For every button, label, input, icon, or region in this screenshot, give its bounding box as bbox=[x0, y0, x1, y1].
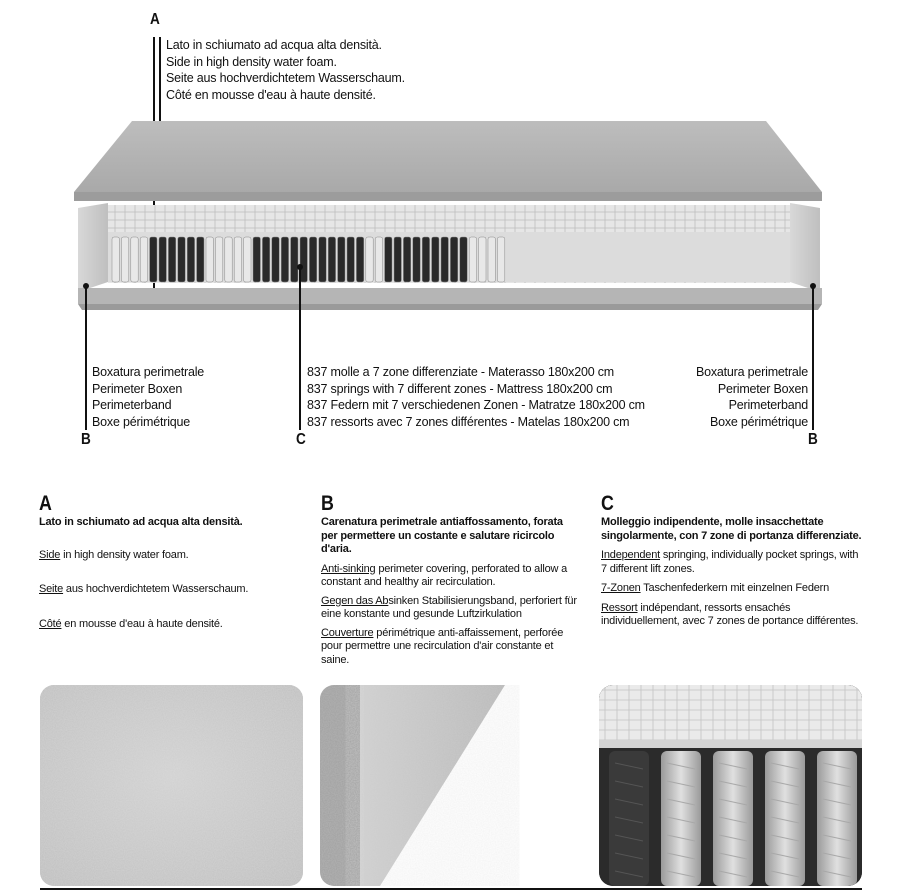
section-c-de: 7-Zonen Taschenfederkern mit einzelnen Federn bbox=[601, 582, 830, 594]
spring-pocket bbox=[150, 237, 157, 282]
section-b-en: Anti-sinking perimeter covering, perforated to allow a constant and healthy air recirculation. bbox=[321, 562, 568, 588]
section-c-en: Independent springing, individually pocket springs, with 7 different lift zones. bbox=[601, 549, 859, 575]
section-c-fr: Ressort indépendant, ressorts ensachés individuellement, avec 7 zones de portance différentes. bbox=[601, 601, 859, 627]
pocket-spring bbox=[713, 751, 753, 886]
leader-b-right bbox=[812, 286, 814, 430]
spring-pocket bbox=[309, 237, 316, 282]
spring-pocket bbox=[262, 237, 269, 282]
section-c bbox=[601, 492, 863, 639]
label-a-text: Lato in schiumato ad acqua alta densità. Side in high density water foam. Seite aus hochverdichtetem Wasserschaum. Côté en mousse d'eau à haute densité. bbox=[166, 38, 405, 102]
spring-pocket bbox=[375, 237, 382, 282]
section-c-heading: Molleggio indipendente, molle insacchettate singolarmente, con 7 zone di portanza differenziate. bbox=[601, 516, 862, 542]
label-b-right-text: Boxatura perimetrale Perimeter Boxen Perimeterband Boxe périmétrique bbox=[695, 365, 808, 429]
spring-pocket bbox=[178, 237, 185, 282]
spring-pocket bbox=[244, 237, 251, 282]
spring-pocket bbox=[300, 237, 307, 282]
spring-pocket bbox=[497, 237, 504, 282]
spring-pocket bbox=[450, 237, 457, 282]
label-b-right: B bbox=[808, 431, 818, 448]
foam-edge bbox=[320, 685, 582, 886]
pocket-springs-photo bbox=[599, 685, 862, 886]
spring-pocket bbox=[272, 237, 279, 282]
spring-pocket bbox=[215, 237, 222, 282]
foam-edge-photo bbox=[320, 685, 582, 886]
spring-pocket bbox=[394, 237, 401, 282]
section-c-letter: C bbox=[601, 492, 614, 515]
spring-pocket bbox=[469, 237, 476, 282]
spring-pocket bbox=[356, 237, 363, 282]
spring-pocket bbox=[121, 237, 128, 282]
spring-pocket bbox=[385, 237, 392, 282]
spring-pocket bbox=[413, 237, 420, 282]
pocket-spring bbox=[765, 751, 805, 886]
spring-pocket bbox=[479, 237, 486, 282]
spring-pocket bbox=[253, 237, 260, 282]
label-c: C bbox=[296, 431, 306, 448]
pocket-spring bbox=[661, 751, 701, 886]
label-a: A bbox=[150, 11, 160, 28]
foam-texture-photo bbox=[40, 685, 303, 886]
spring-pocket bbox=[112, 237, 119, 282]
spring-pocket bbox=[168, 237, 175, 282]
spring-pocket bbox=[291, 237, 298, 282]
spring-pocket bbox=[347, 237, 354, 282]
spring-pocket bbox=[159, 237, 166, 282]
label-b-left-text: Boxatura perimetrale Perimeter Boxen Perimeterband Boxe périmétrique bbox=[92, 365, 205, 429]
label-c-text: 837 molle a 7 zone differenziate - Materasso 180x200 cm 837 springs with 7 different zones - Mattress 180x200 cm 837 Federn mit 7 verschiedenen Zonen - Matratze 180x200 cm 837 ressorts avec 7 zones différentes - Matelas 180x200 cm bbox=[307, 365, 645, 429]
spring-pocket bbox=[234, 237, 241, 282]
section-b-de: Gegen das Absinken Stabilisierungsband, perforiert für eine konstante und gesunde Luftzirkulation bbox=[321, 594, 577, 620]
spring-pocket bbox=[319, 237, 326, 282]
section-b bbox=[321, 492, 579, 677]
section-b-fr: Couverture périmétrique anti-affaissement, perforée pour permettre une recirculation d'air constante et saine. bbox=[321, 626, 564, 666]
spring-pocket bbox=[281, 237, 288, 282]
leader-c bbox=[299, 268, 301, 430]
spring-pocket bbox=[403, 237, 410, 282]
section-a-fr: Côté en mousse d'eau à haute densité. bbox=[39, 617, 223, 630]
section-a-en: Side in high density water foam. bbox=[39, 548, 189, 561]
section-a-letter: A bbox=[39, 492, 52, 515]
spring-pocket bbox=[187, 237, 194, 282]
section-a bbox=[39, 492, 299, 641]
leader-c-dot bbox=[297, 264, 303, 270]
pocket-springs bbox=[599, 685, 862, 886]
section-b-heading: Carenatura perimetrale antiaffossamento, forata per permettere un costante e salutare ricircolo d'aria. bbox=[321, 516, 563, 555]
spring-pocket bbox=[140, 237, 147, 282]
spring-pocket bbox=[460, 237, 467, 282]
spring-pocket bbox=[432, 237, 439, 282]
section-a-de: Seite aus hochverdichtetem Wasserschaum. bbox=[39, 583, 249, 595]
label-b-left: B bbox=[81, 431, 91, 448]
pocket-spring bbox=[817, 751, 857, 886]
spring-pocket bbox=[197, 237, 204, 282]
spring-pocket bbox=[131, 237, 138, 282]
spring-pocket bbox=[328, 237, 335, 282]
section-a-heading: Lato in schiumato ad acqua alta densità. bbox=[39, 516, 243, 528]
spring-pocket bbox=[422, 237, 429, 282]
bottom-rule bbox=[40, 888, 862, 890]
leader-b-left bbox=[85, 286, 87, 430]
spring-pocket bbox=[488, 237, 495, 282]
pocket-spring bbox=[609, 751, 649, 886]
spring-pocket bbox=[338, 237, 345, 282]
foam-texture bbox=[40, 685, 303, 886]
spring-pocket bbox=[441, 237, 448, 282]
spring-pocket bbox=[366, 237, 373, 282]
leader-b-right-dot bbox=[810, 283, 816, 289]
leader-b-left-dot bbox=[83, 283, 89, 289]
section-b-letter: B bbox=[321, 492, 334, 515]
spring-pocket bbox=[206, 237, 213, 282]
spring-pocket bbox=[225, 237, 232, 282]
